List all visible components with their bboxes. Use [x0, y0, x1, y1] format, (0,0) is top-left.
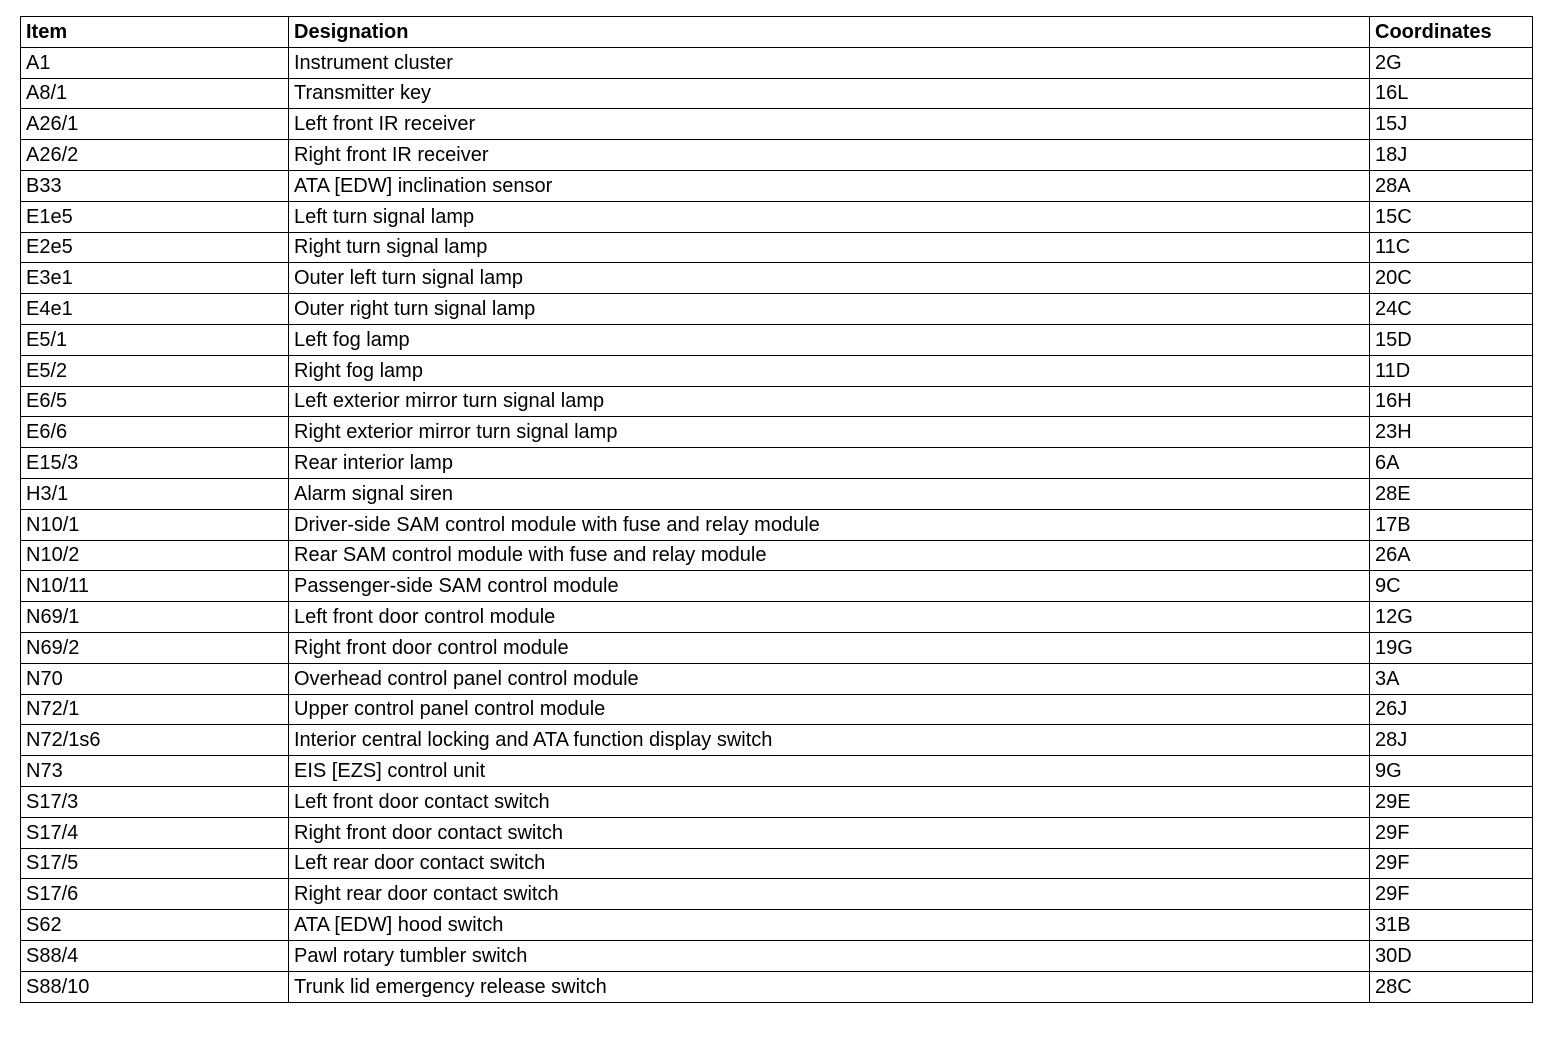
cell-coordinates: 15C	[1370, 201, 1533, 232]
cell-designation: Right fog lamp	[289, 355, 1370, 386]
cell-designation: ATA [EDW] inclination sensor	[289, 170, 1370, 201]
component-legend-table	[20, 16, 1533, 1003]
table-row	[21, 386, 1533, 417]
cell-item: E1e5	[21, 201, 289, 232]
cell-item: S17/6	[21, 879, 289, 910]
cell-coordinates: 28A	[1370, 170, 1533, 201]
cell-coordinates: 19G	[1370, 632, 1533, 663]
table-row	[21, 47, 1533, 78]
cell-item: A26/1	[21, 109, 289, 140]
cell-item: A26/2	[21, 140, 289, 171]
cell-item: E6/5	[21, 386, 289, 417]
cell-item: S62	[21, 910, 289, 941]
table-row	[21, 509, 1533, 540]
table-row	[21, 879, 1533, 910]
cell-coordinates: 2G	[1370, 47, 1533, 78]
table-header	[21, 17, 1533, 48]
cell-designation: Right rear door contact switch	[289, 879, 1370, 910]
cell-coordinates: 6A	[1370, 448, 1533, 479]
table-row	[21, 140, 1533, 171]
cell-designation: Instrument cluster	[289, 47, 1370, 78]
cell-coordinates: 11D	[1370, 355, 1533, 386]
cell-item: E4e1	[21, 294, 289, 325]
cell-designation: Outer right turn signal lamp	[289, 294, 1370, 325]
cell-designation: Left front IR receiver	[289, 109, 1370, 140]
cell-designation: Right turn signal lamp	[289, 232, 1370, 263]
cell-designation: Left exterior mirror turn signal lamp	[289, 386, 1370, 417]
cell-coordinates: 26J	[1370, 694, 1533, 725]
cell-item: N72/1s6	[21, 725, 289, 756]
cell-designation: Right front IR receiver	[289, 140, 1370, 171]
cell-coordinates: 20C	[1370, 263, 1533, 294]
table-row	[21, 232, 1533, 263]
cell-designation: Right exterior mirror turn signal lamp	[289, 417, 1370, 448]
cell-coordinates: 31B	[1370, 910, 1533, 941]
cell-coordinates: 9G	[1370, 756, 1533, 787]
cell-coordinates: 11C	[1370, 232, 1533, 263]
cell-item: E5/2	[21, 355, 289, 386]
cell-coordinates: 29F	[1370, 879, 1533, 910]
cell-coordinates: 28C	[1370, 971, 1533, 1002]
cell-designation: Outer left turn signal lamp	[289, 263, 1370, 294]
cell-designation: Left fog lamp	[289, 324, 1370, 355]
header-item: Item	[21, 17, 289, 48]
cell-coordinates: 9C	[1370, 571, 1533, 602]
cell-item: S17/5	[21, 848, 289, 879]
table-row	[21, 294, 1533, 325]
table-row	[21, 971, 1533, 1002]
cell-item: N10/2	[21, 540, 289, 571]
cell-coordinates: 29F	[1370, 848, 1533, 879]
cell-designation: Right front door contact switch	[289, 817, 1370, 848]
cell-coordinates: 16L	[1370, 78, 1533, 109]
table-row	[21, 540, 1533, 571]
table-row	[21, 602, 1533, 633]
cell-coordinates: 28J	[1370, 725, 1533, 756]
cell-coordinates: 26A	[1370, 540, 1533, 571]
cell-coordinates: 3A	[1370, 663, 1533, 694]
cell-item: E15/3	[21, 448, 289, 479]
cell-designation: Rear interior lamp	[289, 448, 1370, 479]
cell-designation: Right front door control module	[289, 632, 1370, 663]
table-row	[21, 910, 1533, 941]
table-row	[21, 170, 1533, 201]
table-row	[21, 571, 1533, 602]
cell-designation: Interior central locking and ATA function display switch	[289, 725, 1370, 756]
cell-item: H3/1	[21, 478, 289, 509]
cell-designation: Passenger-side SAM control module	[289, 571, 1370, 602]
table-row	[21, 355, 1533, 386]
table-row	[21, 848, 1533, 879]
cell-designation: Left front door control module	[289, 602, 1370, 633]
cell-item: S17/3	[21, 786, 289, 817]
cell-item: S88/4	[21, 940, 289, 971]
header-designation: Designation	[289, 17, 1370, 48]
table-row	[21, 756, 1533, 787]
cell-coordinates: 15J	[1370, 109, 1533, 140]
header-row	[21, 17, 1533, 48]
cell-item: E5/1	[21, 324, 289, 355]
cell-coordinates: 17B	[1370, 509, 1533, 540]
cell-coordinates: 29E	[1370, 786, 1533, 817]
cell-designation: Pawl rotary tumbler switch	[289, 940, 1370, 971]
cell-item: N10/1	[21, 509, 289, 540]
cell-item: N73	[21, 756, 289, 787]
cell-item: E6/6	[21, 417, 289, 448]
table-row	[21, 663, 1533, 694]
cell-item: N72/1	[21, 694, 289, 725]
cell-designation: Overhead control panel control module	[289, 663, 1370, 694]
table-row	[21, 817, 1533, 848]
cell-designation: Driver-side SAM control module with fuse and relay module	[289, 509, 1370, 540]
cell-item: A8/1	[21, 78, 289, 109]
table-row	[21, 263, 1533, 294]
cell-item: N70	[21, 663, 289, 694]
table-row	[21, 78, 1533, 109]
cell-designation: EIS [EZS] control unit	[289, 756, 1370, 787]
cell-designation: Trunk lid emergency release switch	[289, 971, 1370, 1002]
cell-item: S88/10	[21, 971, 289, 1002]
cell-item: S17/4	[21, 817, 289, 848]
cell-item: N10/11	[21, 571, 289, 602]
table-row	[21, 448, 1533, 479]
header-coordinates: Coordinates	[1370, 17, 1533, 48]
table-row	[21, 324, 1533, 355]
cell-designation: Left front door contact switch	[289, 786, 1370, 817]
cell-coordinates: 18J	[1370, 140, 1533, 171]
cell-coordinates: 15D	[1370, 324, 1533, 355]
cell-designation: ATA [EDW] hood switch	[289, 910, 1370, 941]
cell-coordinates: 29F	[1370, 817, 1533, 848]
cell-designation: Transmitter key	[289, 78, 1370, 109]
cell-designation: Rear SAM control module with fuse and relay module	[289, 540, 1370, 571]
cell-coordinates: 12G	[1370, 602, 1533, 633]
table-row	[21, 109, 1533, 140]
cell-item: N69/2	[21, 632, 289, 663]
cell-designation: Left turn signal lamp	[289, 201, 1370, 232]
cell-item: A1	[21, 47, 289, 78]
cell-coordinates: 24C	[1370, 294, 1533, 325]
cell-coordinates: 16H	[1370, 386, 1533, 417]
cell-designation: Left rear door contact switch	[289, 848, 1370, 879]
table-row	[21, 478, 1533, 509]
table-row	[21, 201, 1533, 232]
table-row	[21, 417, 1533, 448]
cell-coordinates: 30D	[1370, 940, 1533, 971]
cell-item: N69/1	[21, 602, 289, 633]
cell-item: E2e5	[21, 232, 289, 263]
table-body	[21, 47, 1533, 1002]
table-row	[21, 694, 1533, 725]
cell-item: E3e1	[21, 263, 289, 294]
cell-coordinates: 23H	[1370, 417, 1533, 448]
table-row	[21, 632, 1533, 663]
table-row	[21, 940, 1533, 971]
table-row	[21, 786, 1533, 817]
cell-designation: Upper control panel control module	[289, 694, 1370, 725]
cell-designation: Alarm signal siren	[289, 478, 1370, 509]
cell-coordinates: 28E	[1370, 478, 1533, 509]
table-row	[21, 725, 1533, 756]
cell-item: B33	[21, 170, 289, 201]
